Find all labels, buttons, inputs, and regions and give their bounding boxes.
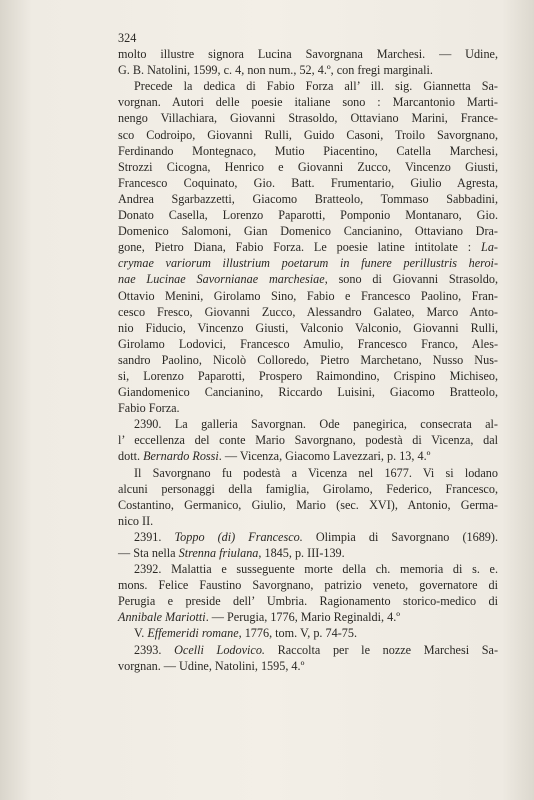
text-line	[118, 62, 498, 78]
page-number: 324	[118, 31, 137, 45]
text-line	[118, 658, 498, 674]
text-line	[118, 545, 498, 561]
text-run: gone, Pietro Diana, Fabio Forza. Le poesie latine intitolate :	[118, 240, 472, 255]
text-line	[118, 191, 498, 207]
text-run: . — Perugia, 1776, Mario Reginaldi, 4.º	[205, 610, 401, 625]
text-run: nengo Villachiara, Giovanni Strasoldo, Ottaviano Marini, France-	[118, 111, 498, 126]
text-line	[118, 609, 498, 625]
text-run: Ferdinando Montegnaco, Mutio Piacentino, Catella Marchesi,	[118, 143, 498, 158]
text-run: 2393.	[134, 642, 175, 657]
text-line	[118, 175, 498, 191]
text-line	[118, 368, 498, 384]
text-line	[118, 239, 498, 255]
text-line	[118, 465, 498, 481]
page-text	[118, 30, 498, 674]
text-line	[118, 384, 498, 400]
text-run: Fabio Forza.	[118, 401, 180, 416]
text-line	[118, 561, 498, 577]
text-run: Ottavio Menini, Girolamo Sino, Fabio e Francesco Paolino, Fran-	[118, 288, 498, 303]
text-line	[118, 352, 498, 368]
text-line	[118, 78, 498, 94]
text-line	[118, 271, 498, 287]
text-run: sandro Paolino, Nicolò Colloredo, Pietro Marchetano, Nusso Nus-	[118, 352, 498, 367]
text-run: vorgnan. Autori delle poesie italiane sono : Marcantonio Marti-	[118, 95, 498, 110]
text-run: sco Codroipo, Giovanni Rulli, Guido Casoni, Troilo Savorgnano,	[118, 127, 498, 142]
text-line	[118, 513, 498, 529]
text-run: Olimpia di Savorgnano (1689).	[302, 529, 499, 544]
text-run: vorgnan. — Udine, Natolini, 1595, 4.º	[118, 658, 305, 673]
text-run: Donato Casella, Lorenzo Paparotti, Pomponio Montanaro, Gio.	[118, 208, 498, 223]
text-run: molto illustre signora Lucina Savorgnana Marchesi. — Udine,	[118, 47, 498, 62]
text-line	[118, 255, 498, 271]
text-run: nico II.	[118, 513, 154, 528]
text-run: G. B. Natolini, 1599, c. 4, non num., 52, 4.º, con fregi marginali.	[118, 63, 433, 78]
italic-run: La-	[471, 240, 498, 255]
text-run: nio Fiducio, Vincenzo Giusti, Valconio Valconio, Giovanni Rulli,	[118, 320, 498, 335]
text-run: , sono di Giovanni Strasoldo,	[324, 272, 498, 287]
text-run: Girolamo Lodovici, Francesco Amulio, Francesco Franco, Ales-	[118, 336, 498, 351]
italic-run: Effemeridi romane	[147, 626, 239, 641]
text-run: , 1845, p. III-139.	[258, 546, 345, 560]
text-line	[118, 143, 498, 159]
text-run: Perugia e preside dell’ Umbria. Ragionamento storico-medico di	[118, 594, 498, 609]
italic-run: nae Lucinae Savornianae marchesiae	[118, 272, 325, 287]
text-line	[118, 432, 498, 448]
text-run: cesco Fresco, Giovanni Zucco, Alessandro Galateo, Marco Anto-	[118, 304, 498, 319]
italic-run: crymae variorum illustrium poetarum in funere perillustris heroi-	[118, 256, 498, 271]
text-line	[118, 159, 498, 175]
text-line	[118, 127, 498, 143]
italic-run: Strenna friulana	[178, 546, 259, 560]
text-run: 2391.	[134, 529, 175, 544]
text-line	[118, 642, 498, 658]
text-run: Costantino, Germanico, Giulio, Mario (sec. XVI), Antonio, Germa-	[118, 497, 498, 512]
text-line	[118, 288, 498, 304]
text-line	[118, 207, 498, 223]
text-run: 2392. Malattia e susseguente morte della ch. memoria di s. e.	[134, 562, 498, 577]
text-line	[118, 481, 498, 497]
text-line	[118, 223, 498, 239]
text-line	[118, 336, 498, 352]
text-line	[118, 94, 498, 110]
text-run: Andrea Sgarbazzetti, Giacomo Bratteolo, Tommaso Sabbadini,	[118, 191, 498, 206]
text-run: 2390. La galleria Savorgnan. Ode panegirica, consecrata al-	[134, 417, 498, 432]
text-run: Domenico Salomoni, Gian Domenico Cancianino, Ottaviano Dra-	[118, 224, 498, 239]
text-run: Strozzi Cicogna, Henrico e Giovanni Zucco, Vincenzo Giusti,	[118, 159, 498, 174]
text-line	[118, 577, 498, 593]
italic-run: Bernardo Rossi	[143, 449, 219, 464]
text-run: V.	[134, 626, 148, 641]
italic-run: Ocelli Lodovico.	[174, 642, 265, 657]
text-run: , 1776, tom. V, p. 74-75.	[238, 626, 357, 641]
text-line	[118, 448, 498, 464]
text-run: Raccolta per le nozze Marchesi Sa-	[264, 642, 499, 657]
text-line	[118, 46, 498, 62]
text-run: l’ eccellenza del conte Mario Savorgnano, podestà di Vicenza, dal	[118, 433, 498, 448]
text-line	[118, 304, 498, 320]
text-line	[118, 400, 498, 416]
text-line	[118, 529, 498, 545]
text-run: alcuni personaggi della famiglia, Girolamo, Federico, Francesco,	[118, 481, 498, 496]
text-run: — Sta nella	[118, 546, 179, 560]
text-line	[118, 625, 498, 641]
text-line	[118, 416, 498, 432]
text-run: Francesco Coquinato, Gio. Batt. Frumentario, Giulio Agresta,	[118, 175, 498, 190]
text-line	[118, 593, 498, 609]
text-line	[118, 320, 498, 336]
text-run: mons. Felice Faustino Savorgnano, patrizio veneto, governatore di	[118, 578, 498, 593]
text-run: si, Lorenzo Paparotti, Prospero Raimondino, Crispino Michiseo,	[118, 368, 498, 383]
text-line	[118, 497, 498, 513]
text-run: . — Vicenza, Giacomo Lavezzari, p. 13, 4.º	[218, 449, 431, 464]
text-run: Precede la dedica di Fabio Forza all’ ill. sig. Giannetta Sa-	[134, 79, 498, 94]
text-line	[118, 110, 498, 126]
text-run: dott.	[118, 449, 144, 464]
text-run: Giandomenico Cancianino, Riccardo Luisini, Giacomo Bratteolo,	[118, 385, 498, 400]
italic-run: Toppo (di) Francesco.	[174, 529, 303, 544]
text-run: Il Savorgnano fu podestà a Vicenza nel 1677. Vi si lodano	[134, 465, 498, 480]
italic-run: Annibale Mariotti	[118, 610, 206, 625]
